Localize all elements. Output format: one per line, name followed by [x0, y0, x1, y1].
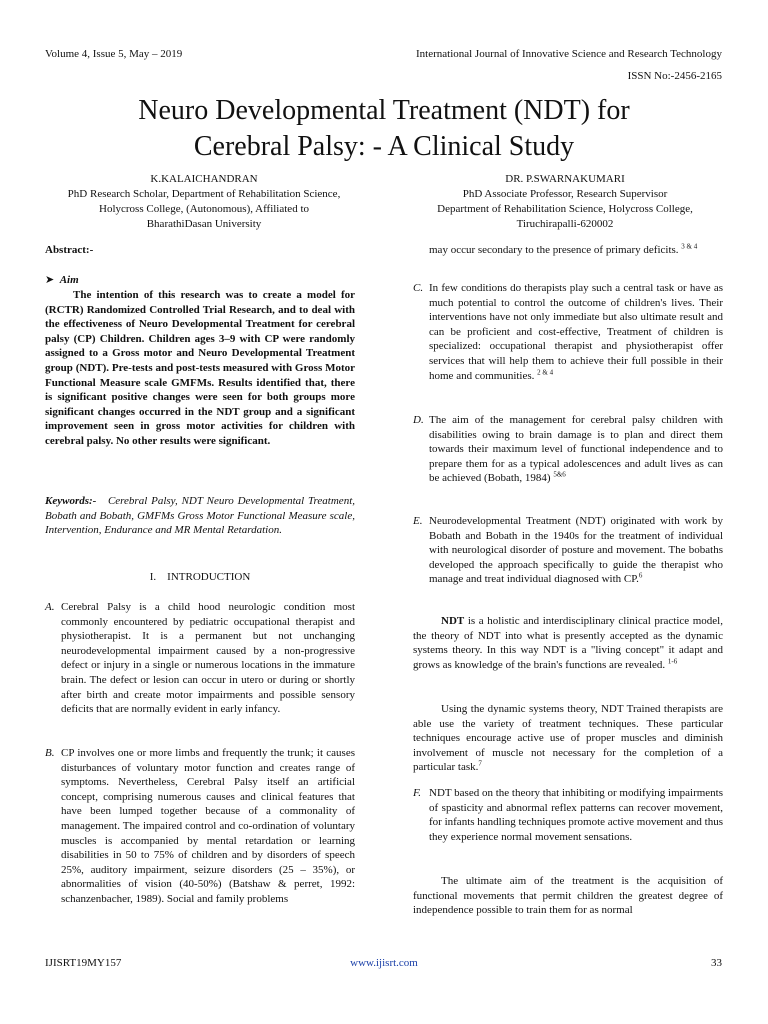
aim-heading [45, 273, 355, 288]
item-d-label: D. [413, 414, 424, 426]
item-a [45, 600, 355, 717]
para-ndt [413, 614, 723, 672]
author-1-name: K.KALAICHANDRAN [150, 173, 258, 185]
item-f-text: NDT based on the theory that inhibiting or modifying impairments of spasticity and abnormal reflex patterns can recover movement, for infants handling techniques promote active movement and thus they experience normal movement sensations. [429, 787, 724, 843]
volume-issue: Volume 4, Issue 5, May – 2019 [45, 48, 183, 60]
item-c-ref: 2 & 4 [537, 367, 554, 376]
journal-name: International Journal of Innovative Science and Research Technology [415, 48, 722, 60]
item-f [413, 786, 723, 844]
author-1-affil-2: Holycross College, (Autonomous), Affiliated to [99, 203, 309, 215]
item-b-text: CP involves one or more limbs and frequently the trunk; it causes disturbances of voluntary motor function and creates range of symptoms. Nevertheless, Cerebral Palsy itself an artificial concept, comprising numerous causes and clinical features that have been lumped together because of a commonality of management. The impaired control and co-ordination of voluntary muscles is accompanied by mental retardation or learning disabilities in 50 to 75% of children and by disorders of speech 25%, auditory impairment, seizure disorders (25 – 35%), or abnormalities of vision (40-50%) (Batshaw & perret, 1992: schanzenbacher, 1989). Social and family problems [61, 747, 355, 905]
author-1 [40, 172, 368, 232]
item-b-label: B. [45, 747, 55, 759]
footer-code: IJISRT19MY157 [45, 957, 122, 969]
abstract-aim-text: The intention of this research was to create a model for (RCTR) Randomized Controlled Trial Research, and to deal with the effectiveness of Neuro Developmental Treatment for cerebral palsy (CP) Children. Children ages 3–9 with CP were randomly assigned to a Gross motor and Neuro Developmental Treatment group (NDT). Pre-tests and post-tests measured with Gross Motor Functional Measure scale GMFMs. Results identified that, there is significant positive changes were seen for both groups more significant changes occurred in the NDT group and a significant improvement seen in gross motor activities for children with cerebral palsy. No other results were significant. [45, 289, 355, 447]
para-dynamic-ref: 7 [478, 759, 482, 768]
author-1-affil-1: PhD Research Scholar, Department of Rehabilitation Science, [67, 188, 341, 200]
item-b-cont-text: may occur secondary to the presence of primary deficits. [429, 244, 679, 256]
keywords [45, 494, 355, 538]
item-f-label: F. [413, 787, 422, 799]
item-a-text: Cerebral Palsy is a child hood neurologic condition most commonly encountered by pediatric occupational therapist and physiotherapist. It is a permanent but not unchanging neurodevelopmental impairment caused by a non-progressive defect or injury in a single or numerous locations in the immature brain. The defect or lesion can occur in utero or during or shortly after birth and create motor impairments and possible sensory deficits that are normally evident in early infancy. [61, 601, 355, 716]
author-2-affil-3: Tiruchirapalli-620002 [516, 218, 614, 230]
item-d-ref: 5&6 [553, 470, 566, 479]
page-number: 33 [711, 957, 722, 969]
author-2-affil-1: PhD Associate Professor, Research Supervisor [462, 188, 668, 200]
issn: ISSN No:-2456-2165 [627, 70, 722, 82]
author-2 [400, 172, 730, 232]
paper-title-line-1: Neuro Developmental Treatment (NDT) for [138, 95, 630, 126]
para-ndt-bold: NDT [441, 615, 465, 627]
item-e-text: Neurodevelopmental Treatment (NDT) originated with work by Bobath and Bobath in the 1940s for the treatment of individual with neurological disorder of posture and movement. The bobaths developed the approach specifically to guide the therapist who manage and treat individual diagnosed with CP. [429, 515, 723, 586]
item-b [45, 746, 355, 907]
para-ultimate: The ultimate aim of the treatment is the acquisition of functional movements that permit children the greatest degree of independence possible to train them for as normal [413, 875, 723, 917]
para-dynamic-text: Using the dynamic systems theory, NDT Trained therapists are able use the variety of treatment techniques. These particular techniques encourage active use of proper muscles and diminish involvement of muscle not necessary for the completion of a particular task. [413, 703, 723, 774]
item-e [413, 514, 723, 587]
footer-url-link[interactable]: www.ijisrt.com [350, 957, 418, 969]
item-b-cont-ref: 3 & 4 [681, 242, 698, 251]
author-1-affil-3: BharathiDasan University [146, 218, 262, 230]
para-ndt-ref: 1-6 [667, 657, 678, 666]
item-c-label: C. [413, 282, 424, 294]
intro-heading [45, 570, 355, 585]
author-2-affil-2: Department of Rehabilitation Science, Holycross College, [437, 203, 693, 215]
item-c [413, 281, 723, 383]
keywords-text: Cerebral Palsy, NDT Neuro Developmental Treatment, Bobath and Bobath, GMFMs Gross Motor Functional Measure scale, Intervention, Endurance and MR Mental Retardation. [45, 495, 355, 537]
aim-label: Aim [59, 274, 79, 286]
item-e-ref: 6 [638, 571, 643, 580]
intro-number: I. [149, 571, 157, 583]
para-dynamic [413, 702, 723, 775]
abstract-heading: Abstract:- [45, 244, 94, 256]
para-ndt-text: is a holistic and interdisciplinary clinical practice model, the theory of NDT into what is presently accepted as the dynamic systems theory. In this way NDT is a "living concept" it adapt and grows as knowledge of the brain's functions are revealed. [413, 615, 723, 671]
author-2-name: DR. P.SWARNAKUMARI [505, 173, 625, 185]
intro-title: INTRODUCTION [167, 571, 251, 583]
paper-title-line-2: Cerebral Palsy: - A Clinical Study [193, 131, 575, 162]
item-d [413, 413, 723, 486]
item-b-continued [413, 243, 723, 258]
item-d-text: The aim of the management for cerebral palsy children with disabilities owing to brain damage is to plan and direct them towards their maximum level of functional independence and to prepare them for as a typical adolescences and adult lives as can be achieved (Bobath, 1984) [429, 414, 723, 485]
aim-bullet-icon: ➤ [45, 274, 55, 286]
keywords-label: Keywords:- [45, 495, 97, 507]
item-c-text: In few conditions do therapists play such a central task or have as much potential to control the outcome of children's lives. Their interventions have not only immediate but also ultimate result and can be proficient and cost-effective, Treatment of children is specialized: occupational therapist and physiotherapist offer services that will help them to achieve their full possible in their home and communities. [429, 282, 723, 382]
item-e-label: E. [413, 515, 423, 527]
item-a-label: A. [45, 601, 55, 613]
